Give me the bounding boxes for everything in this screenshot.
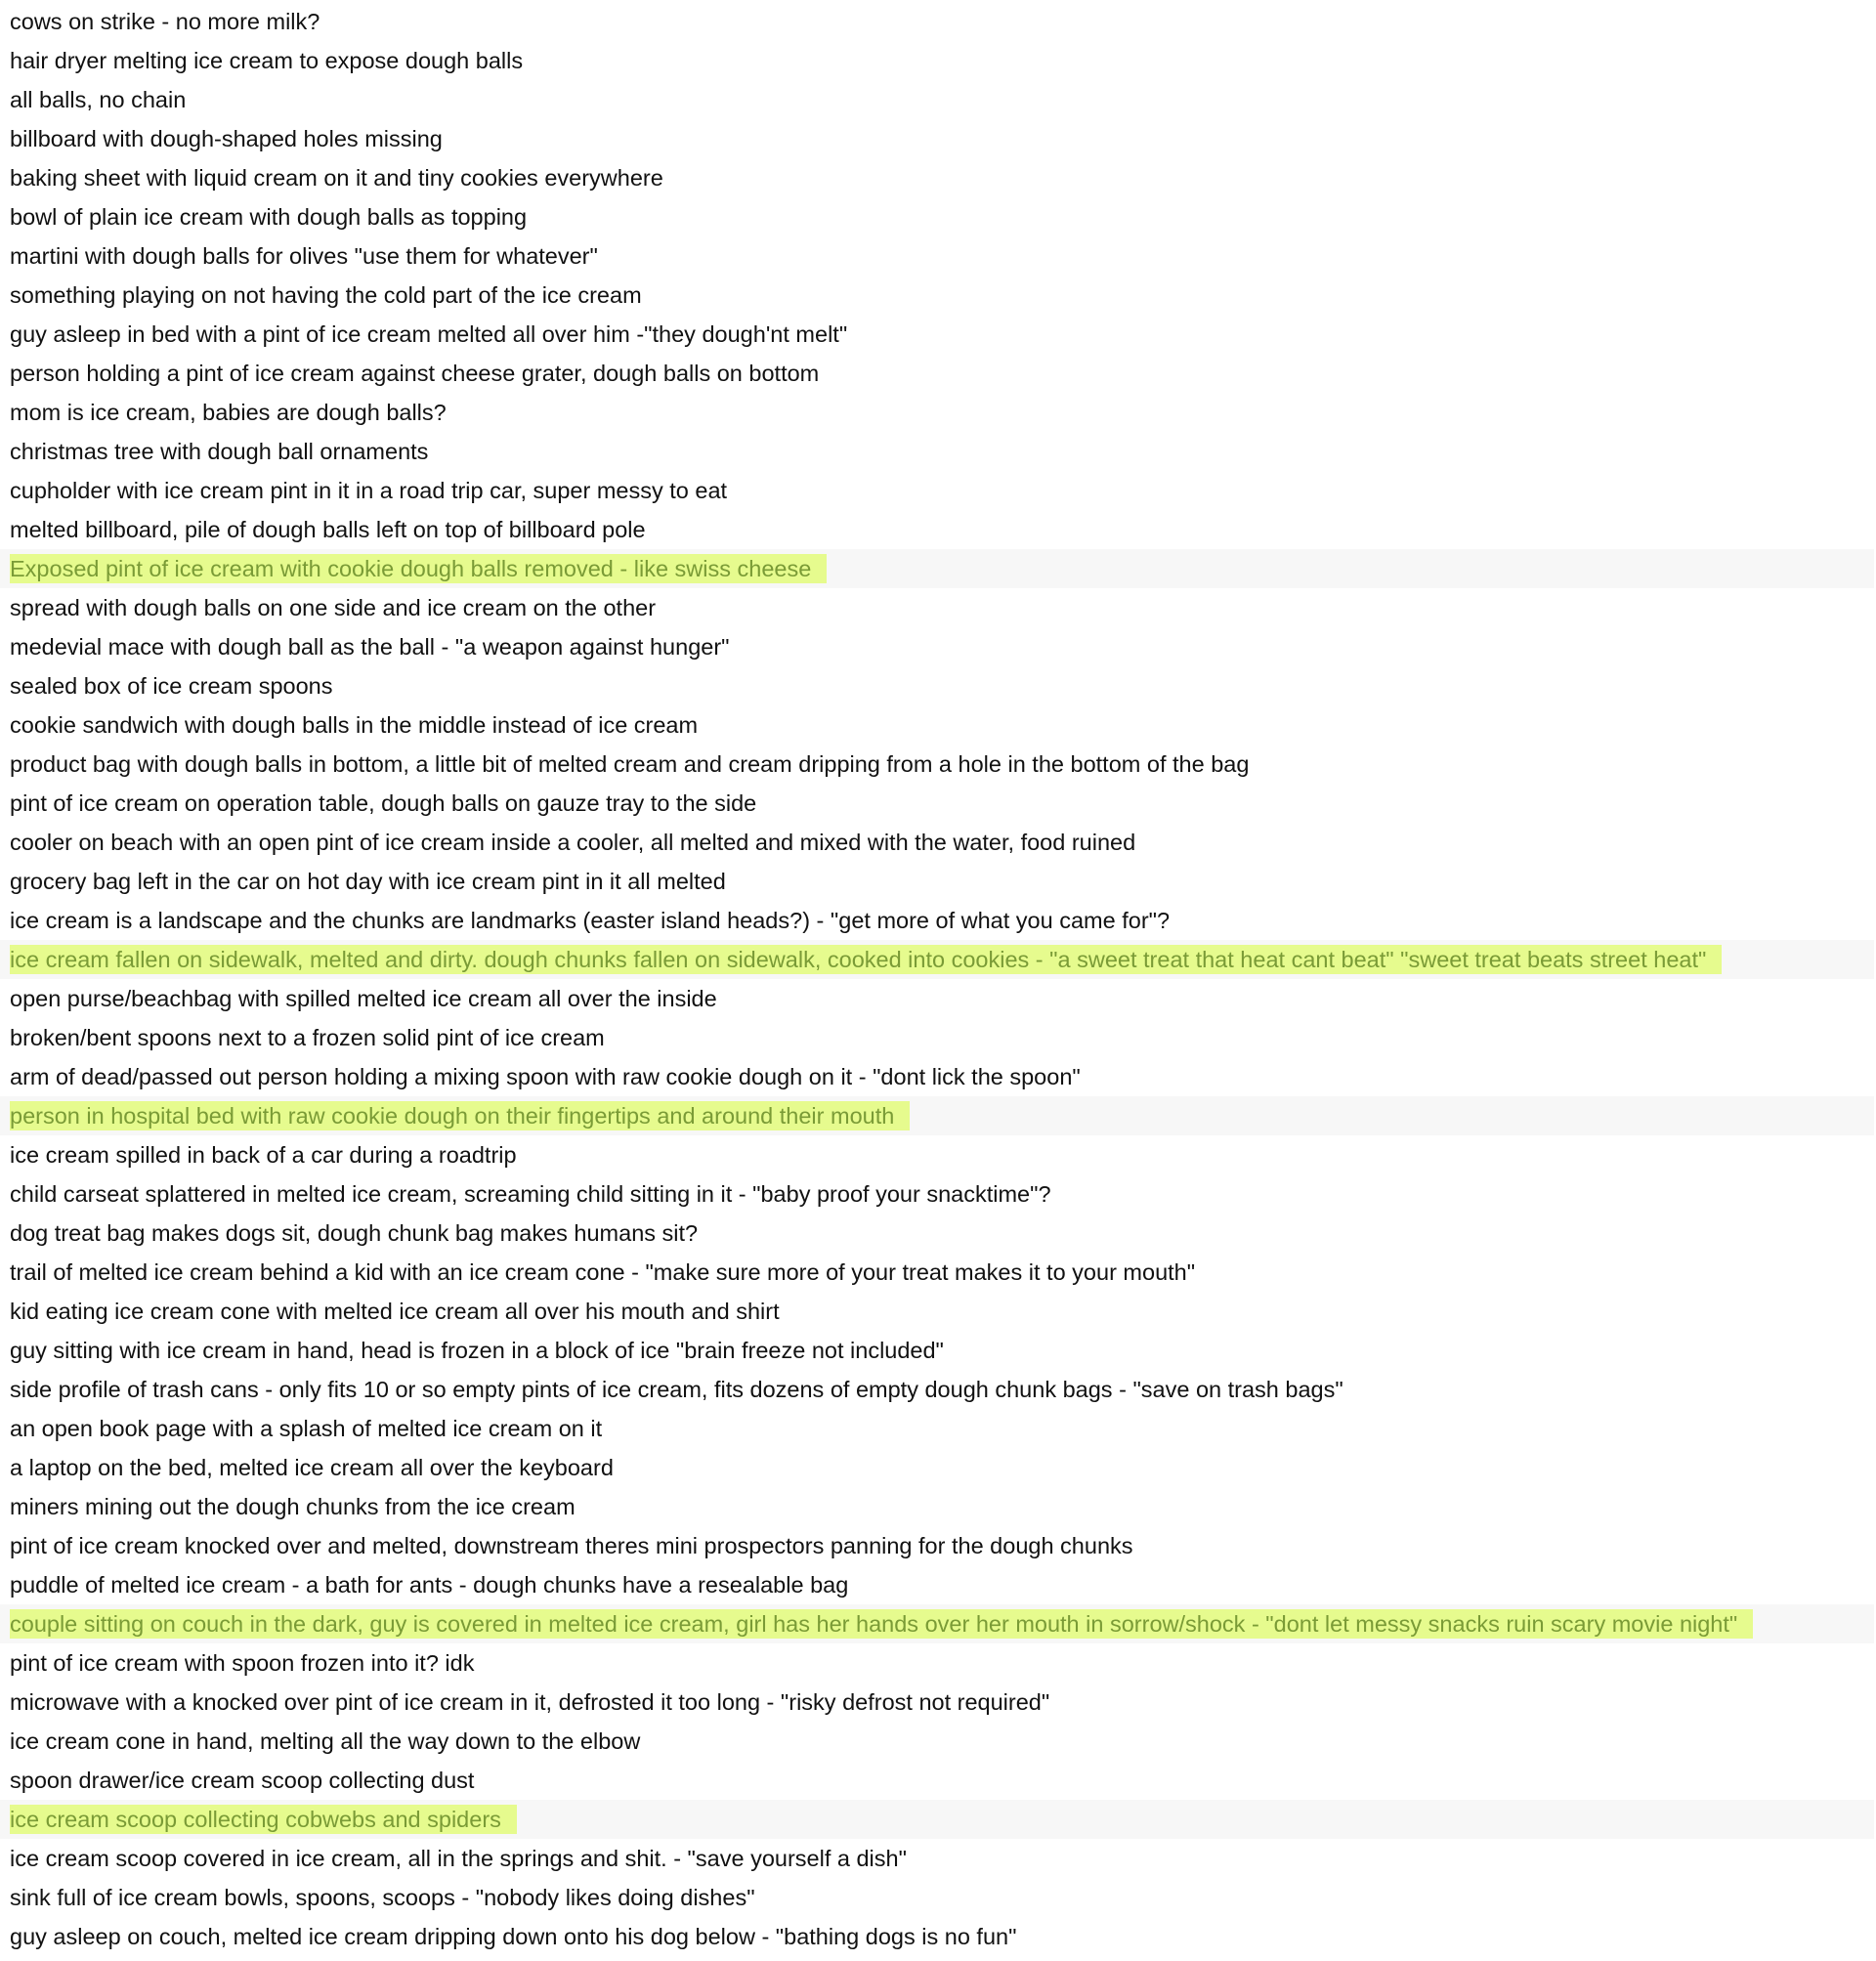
list-item[interactable]	[0, 41, 1876, 80]
list-item-text: open purse/beachbag with spilled melted ice cream all over the inside	[10, 986, 717, 1011]
list-item[interactable]	[0, 1683, 1876, 1722]
list-item-text: cupholder with ice cream pint in it in a road trip car, super messy to eat	[10, 478, 728, 503]
list-item-text: kid eating ice cream cone with melted ice cream all over his mouth and shirt	[10, 1299, 780, 1324]
list-item[interactable]	[0, 1839, 1876, 1878]
list-item-text: puddle of melted ice cream - a bath for ants - dough chunks have a resealable bag	[10, 1572, 849, 1598]
list-item[interactable]	[0, 1878, 1876, 1917]
list-item[interactable]	[0, 1292, 1876, 1331]
list-item[interactable]	[0, 1253, 1876, 1292]
list-item[interactable]	[0, 1135, 1876, 1174]
list-item-text: bowl of plain ice cream with dough balls as topping	[10, 204, 528, 230]
list-item-text: sealed box of ice cream spoons	[10, 673, 333, 699]
list-item-text: dog treat bag makes dogs sit, dough chunk bag makes humans sit?	[10, 1220, 699, 1246]
list-item-text: martini with dough balls for olives "use them for whatever"	[10, 243, 598, 269]
list-item-text: broken/bent spoons next to a frozen solid pint of ice cream	[10, 1025, 605, 1050]
list-item-text: ice cream scoop collecting cobwebs and spiders	[10, 1805, 517, 1834]
list-item-text: guy sitting with ice cream in hand, head is frozen in a block of ice "brain freeze not included"	[10, 1338, 944, 1363]
list-item[interactable]	[0, 1174, 1876, 1214]
list-item-text: billboard with dough-shaped holes missing	[10, 126, 443, 151]
list-item[interactable]	[0, 823, 1876, 862]
list-item[interactable]	[0, 1643, 1876, 1683]
list-item-text: trail of melted ice cream behind a kid with an ice cream cone - "make sure more of your treat makes it to your mouth"	[10, 1259, 1196, 1285]
list-item-text: ice cream cone in hand, melting all the way down to the elbow	[10, 1728, 641, 1754]
list-item[interactable]	[0, 1722, 1876, 1761]
list-item[interactable]	[0, 1370, 1876, 1409]
list-item-text: sink full of ice cream bowls, spoons, scoops - "nobody likes doing dishes"	[10, 1885, 755, 1910]
list-item[interactable]	[0, 1409, 1876, 1448]
list-item[interactable]	[0, 393, 1876, 432]
list-item[interactable]	[0, 276, 1876, 315]
list-item[interactable]	[0, 627, 1876, 666]
list-item[interactable]	[0, 1526, 1876, 1565]
list-item[interactable]	[0, 666, 1876, 705]
list-item[interactable]	[0, 2, 1876, 41]
list-item[interactable]	[0, 510, 1876, 549]
highlighted-list-item[interactable]	[0, 1604, 1874, 1643]
list-item-text: hair dryer melting ice cream to expose dough balls	[10, 48, 524, 73]
list-item[interactable]	[0, 1057, 1876, 1096]
list-item-text: an open book page with a splash of melted ice cream on it	[10, 1416, 603, 1441]
list-item[interactable]	[0, 80, 1876, 119]
list-item[interactable]	[0, 1331, 1876, 1370]
list-item-text: side profile of trash cans - only fits 10 or so empty pints of ice cream, fits dozens of empty dough chunk bags - "save on trash bags"	[10, 1377, 1343, 1402]
idea-list	[0, 2, 1876, 1956]
list-item[interactable]	[0, 745, 1876, 784]
list-item-text: ice cream fallen on sidewalk, melted and dirty. dough chunks fallen on sidewalk, cooked into cookies - "a sweet treat that heat cant beat" "sweet treat beats street heat"	[10, 945, 1722, 974]
list-item-text: Exposed pint of ice cream with cookie dough balls removed - like swiss cheese	[10, 554, 827, 583]
list-item[interactable]	[0, 158, 1876, 197]
list-item[interactable]	[0, 119, 1876, 158]
list-item[interactable]	[0, 1761, 1876, 1800]
list-item-text: something playing on not having the cold part of the ice cream	[10, 282, 642, 308]
highlighted-list-item[interactable]	[0, 1096, 1874, 1135]
list-item[interactable]	[0, 1018, 1876, 1057]
list-item-text: a laptop on the bed, melted ice cream all over the keyboard	[10, 1455, 614, 1480]
list-item-text: mom is ice cream, babies are dough balls?	[10, 400, 447, 425]
list-item-text: cookie sandwich with dough balls in the middle instead of ice cream	[10, 712, 699, 738]
list-item-text: person in hospital bed with raw cookie dough on their fingertips and around their mouth	[10, 1101, 910, 1130]
list-item-text: guy asleep in bed with a pint of ice cream melted all over him -"they dough'nt melt"	[10, 321, 848, 347]
list-item[interactable]	[0, 588, 1876, 627]
list-item[interactable]	[0, 315, 1876, 354]
list-item-text: arm of dead/passed out person holding a mixing spoon with raw cookie dough on it - "dont lick the spoon"	[10, 1064, 1081, 1089]
list-item[interactable]	[0, 471, 1876, 510]
list-item[interactable]	[0, 1487, 1876, 1526]
list-item-text: ice cream is a landscape and the chunks are landmarks (easter island heads?) - "get more of what you came for"?	[10, 908, 1171, 933]
list-item-text: pint of ice cream on operation table, dough balls on gauze tray to the side	[10, 790, 757, 816]
list-item-text: guy asleep on couch, melted ice cream dripping down onto his dog below - "bathing dogs is no fun"	[10, 1924, 1017, 1949]
list-item[interactable]	[0, 236, 1876, 276]
list-item[interactable]	[0, 901, 1876, 940]
list-item[interactable]	[0, 1917, 1876, 1956]
list-item-text: grocery bag left in the car on hot day with ice cream pint in it all melted	[10, 869, 726, 894]
list-item-text: melted billboard, pile of dough balls left on top of billboard pole	[10, 517, 646, 542]
list-item[interactable]	[0, 705, 1876, 745]
list-item[interactable]	[0, 197, 1876, 236]
highlighted-list-item[interactable]	[0, 940, 1874, 979]
list-item-text: couple sitting on couch in the dark, guy is covered in melted ice cream, girl has her hands over her mouth in sorrow/shock - "dont let messy snacks ruin scary movie night"	[10, 1609, 1753, 1639]
list-item-text: christmas tree with dough ball ornaments	[10, 439, 429, 464]
list-item-text: ice cream spilled in back of a car during a roadtrip	[10, 1142, 517, 1168]
list-item[interactable]	[0, 432, 1876, 471]
list-item[interactable]	[0, 354, 1876, 393]
list-item-text: all balls, no chain	[10, 87, 187, 112]
list-item-text: pint of ice cream with spoon frozen into it? idk	[10, 1650, 475, 1676]
list-item[interactable]	[0, 784, 1876, 823]
list-item[interactable]	[0, 1214, 1876, 1253]
highlighted-list-item[interactable]	[0, 1800, 1874, 1839]
highlighted-list-item[interactable]	[0, 549, 1874, 588]
list-item-text: baking sheet with liquid cream on it and tiny cookies everywhere	[10, 165, 663, 191]
list-item[interactable]	[0, 979, 1876, 1018]
list-item[interactable]	[0, 862, 1876, 901]
list-item-text: product bag with dough balls in bottom, a little bit of melted cream and cream dripping from a hole in the bottom of the bag	[10, 751, 1250, 777]
list-item-text: microwave with a knocked over pint of ice cream in it, defrosted it too long - "risky defrost not required"	[10, 1689, 1050, 1715]
list-item[interactable]	[0, 1565, 1876, 1604]
list-item-text: pint of ice cream knocked over and melted, downstream theres mini prospectors panning for the dough chunks	[10, 1533, 1133, 1558]
list-item-text: spread with dough balls on one side and ice cream on the other	[10, 595, 657, 620]
list-item-text: child carseat splattered in melted ice cream, screaming child sitting in it - "baby proof your snacktime"?	[10, 1181, 1051, 1207]
list-item[interactable]	[0, 1448, 1876, 1487]
list-item-text: person holding a pint of ice cream against cheese grater, dough balls on bottom	[10, 361, 820, 386]
list-item-text: medevial mace with dough ball as the ball - "a weapon against hunger"	[10, 634, 730, 660]
list-item-text: cooler on beach with an open pint of ice cream inside a cooler, all melted and mixed with the water, food ruined	[10, 830, 1136, 855]
list-item-text: miners mining out the dough chunks from the ice cream	[10, 1494, 576, 1519]
list-item-text: ice cream scoop covered in ice cream, all in the springs and shit. - "save yourself a dish"	[10, 1846, 907, 1871]
list-item-text: cows on strike - no more milk?	[10, 9, 320, 34]
list-item-text: spoon drawer/ice cream scoop collecting dust	[10, 1768, 475, 1793]
